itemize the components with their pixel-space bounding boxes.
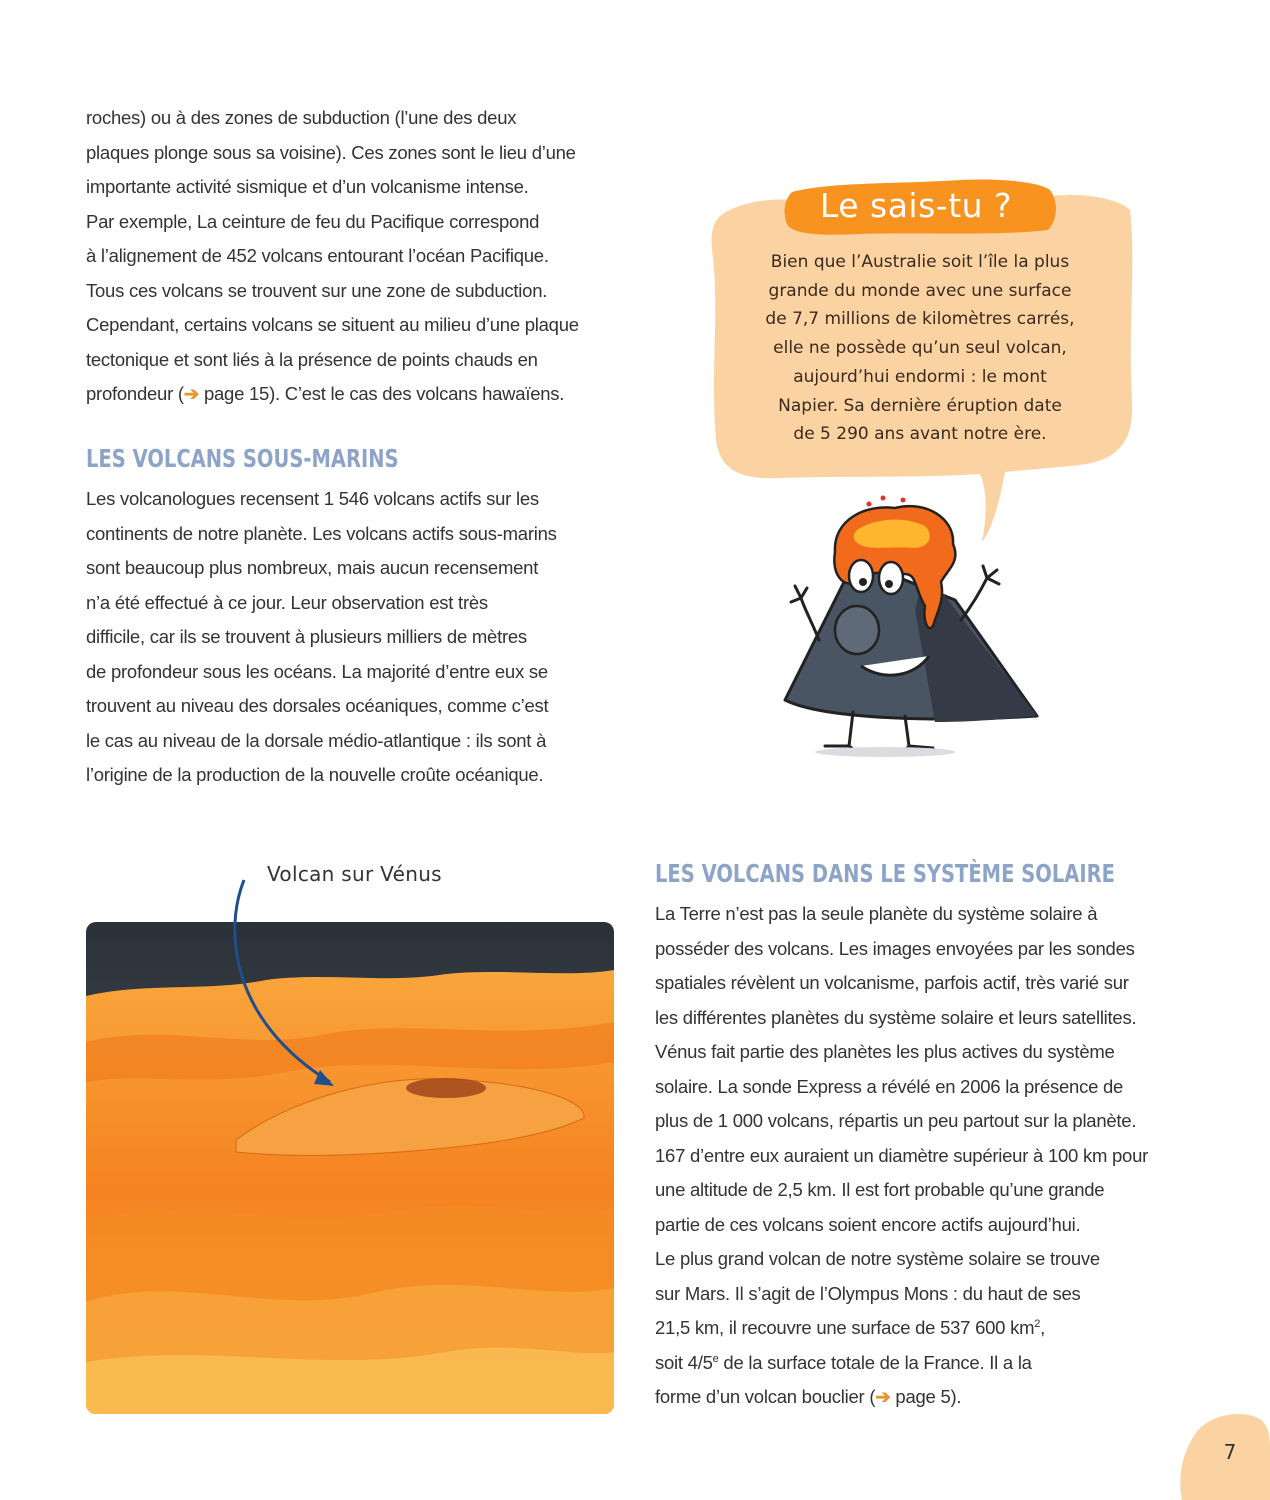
text-line: solaire. La sonde Express a révélé en 2006 la présence de (655, 1075, 1124, 1097)
text-segment: de la surface totale de la France. Il a la (718, 1351, 1032, 1373)
text-line: Vénus fait partie des planètes les plus actives du système (655, 1041, 1115, 1062)
text-line: de 7,7 millions de kilomètres carrés, (765, 309, 1075, 330)
text-line: Bien que l’Australie soit l’île la plus (770, 252, 1070, 272)
text-line: aujourd’hui endormi : le mont (793, 366, 1047, 387)
superscript: e (712, 1352, 719, 1365)
text-line: roches) ou à des zones de subduction (l’une des deux (86, 107, 517, 128)
submarine-paragraph (86, 482, 557, 793)
section-heading-solar-system: LES VOLCANS DANS LE SYSTÈME SOLAIRE (655, 859, 1115, 888)
text-line: plaques plonge sous sa voisine). Ces zones sont le lieu d’une (86, 141, 576, 163)
text-line: spatiales révèlent un volcanisme, parfois actif, très varié sur (655, 972, 1129, 993)
section-heading-submarine: LES VOLCANS SOUS-MARINS (86, 444, 399, 473)
text-segment: soit 4/5 (655, 1351, 713, 1373)
text-line: de 5 290 ans avant notre ère. (793, 424, 1047, 445)
text-line: n’a été effectué à ce jour. Leur observation est très (86, 591, 488, 613)
text-line: difficile, car ils se trouvent à plusieurs milliers de mètres (86, 626, 527, 647)
text-line: Les volcanologues recensent 1 546 volcans actifs sur les (86, 488, 539, 509)
text-line: elle ne possède qu’un seul volcan, (773, 338, 1067, 359)
intro-paragraph (86, 101, 579, 412)
page-reference: page 5). (890, 1386, 962, 1407)
text-line: une altitude de 2,5 km. Il est fort probable qu’une grande (655, 1179, 1105, 1200)
text-line: tectonique et sont liés à la présence de points chauds en (86, 348, 538, 370)
fact-box-title: Le sais-tu ? (819, 186, 1013, 225)
fact-box-text (740, 248, 1100, 449)
arrow-right-icon: ➔ (875, 1386, 891, 1407)
text-line: grande du monde avec une surface (768, 280, 1072, 301)
text-line: Napier. Sa dernière éruption date (778, 395, 1062, 416)
arrow-right-icon: ➔ (183, 383, 200, 404)
text-line: posséder des volcans. Les images envoyées par les sondes (655, 937, 1135, 959)
pointer-arrow (220, 870, 360, 1100)
text-line: trouvent au niveau des dorsales océaniques, comme c’est (86, 695, 549, 716)
text-line (655, 1380, 1148, 1415)
text-line: à l’alignement de 452 volcans entourant l’océan Pacifique. (86, 245, 549, 266)
text-line: 167 d’entre eux auraient un diamètre supérieur à 100 km pour (655, 1144, 1149, 1166)
text-line: continents de notre planète. Les volcans actifs sous-marins (86, 522, 557, 544)
text-segment: , (1040, 1317, 1046, 1338)
superscript: 2 (1034, 1317, 1041, 1330)
text-segment: profondeur ( (86, 383, 184, 404)
text-line: importante activité sismique et d’un volcanisme intense. (86, 176, 529, 197)
text-line (655, 1346, 1148, 1381)
text-line: partie de ces volcans soient encore actifs aujourd’hui. (655, 1213, 1081, 1235)
page-number: 7 (1223, 1440, 1237, 1464)
text-line: Par exemple, La ceinture de feu du Pacifique correspond (86, 210, 540, 232)
text-line: La Terre n’est pas la seule planète du système solaire à (655, 903, 1098, 924)
text-segment: forme d’un volcan bouclier ( (655, 1386, 876, 1407)
text-line: les différentes planètes du système solaire et leurs satellites. (655, 1006, 1137, 1028)
text-segment: 21,5 km, il recouvre une surface de 537 600 km (655, 1317, 1035, 1338)
text-line (86, 377, 579, 412)
text-line: l’origine de la production de la nouvelle croûte océanique. (86, 764, 544, 785)
text-line: de profondeur sous les océans. La majorité d’entre eux se (86, 660, 548, 682)
text-line: le cas au niveau de la dorsale médio-atlantique : ils sont à (86, 729, 547, 751)
text-line: sont beaucoup plus nombreux, mais aucun recensement (86, 557, 539, 578)
text-line (655, 1311, 1148, 1346)
text-line: Tous ces volcans se trouvent sur une zone de subduction. (86, 279, 548, 301)
text-line: plus de 1 000 volcans, répartis un peu partout sur la planète. (655, 1110, 1137, 1131)
figure-caption: Volcan sur Vénus (267, 862, 442, 886)
page-reference: page 15). C’est le cas des volcans hawaïens. (199, 383, 565, 404)
volcano-mascot-illustration (765, 490, 1055, 760)
text-line: sur Mars. Il s’agit de l’Olympus Mons : du haut de ses (655, 1282, 1081, 1304)
text-line: Le plus grand volcan de notre système solaire se trouve (655, 1248, 1100, 1269)
text-line: Cependant, certains volcans se situent au milieu d’une plaque (86, 314, 579, 335)
solar-system-paragraph (655, 897, 1148, 1415)
